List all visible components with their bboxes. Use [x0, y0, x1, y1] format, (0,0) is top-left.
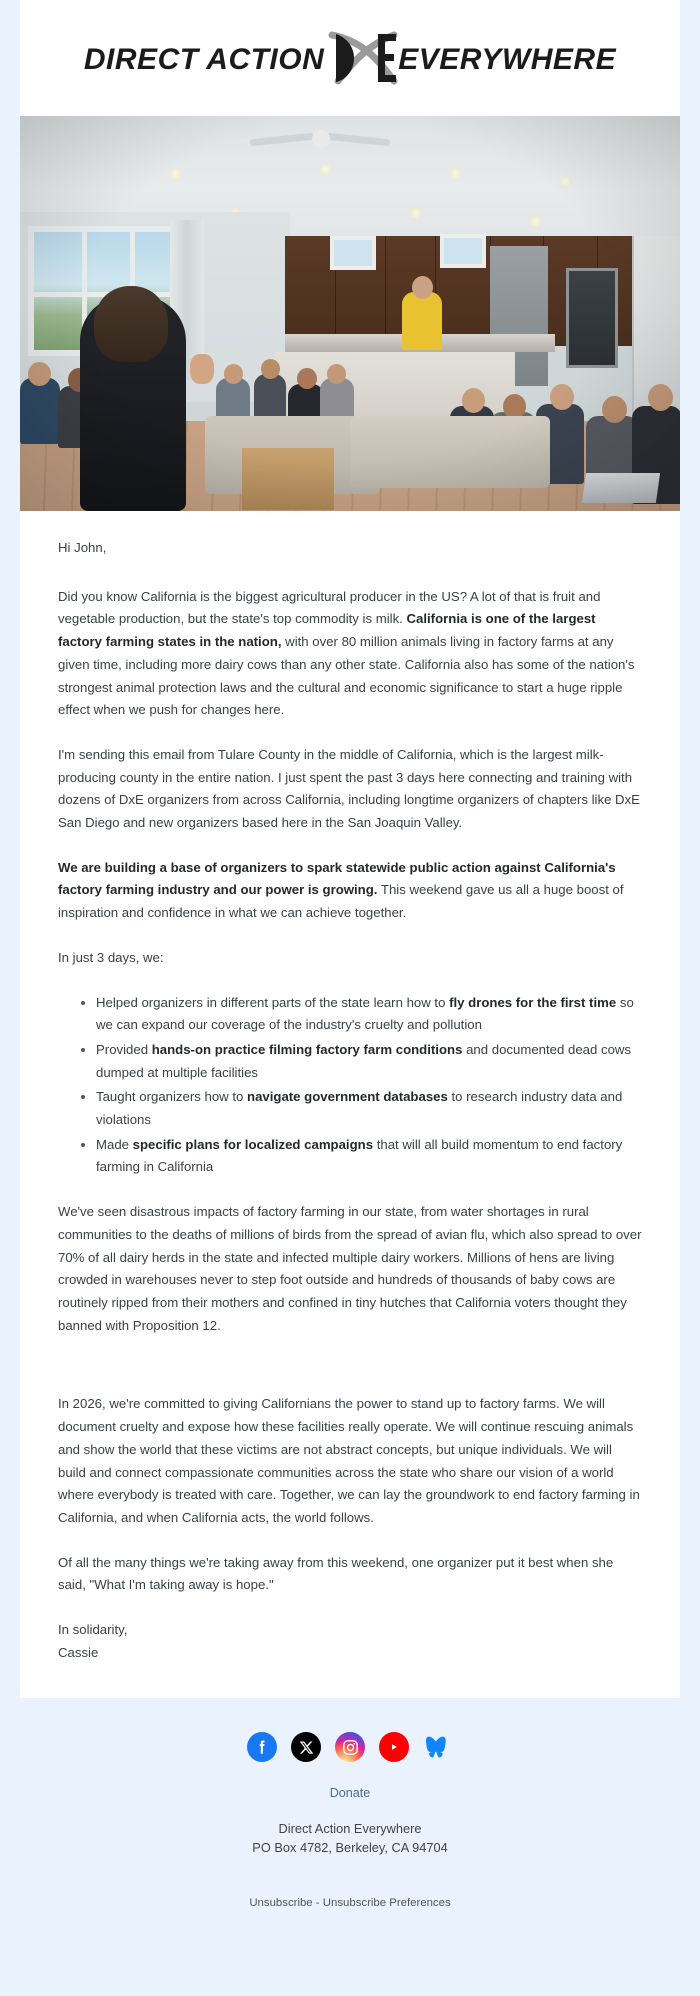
list-intro: In just 3 days, we: — [58, 949, 164, 965]
p1-part2: with over 80 million animals living in factory farms at any given time, including more dairy cows than any other state. California also has some of the nation's strongest animal protection laws and the cultural and economic significance to start a huge ripple effect when we push for changes here. — [58, 634, 635, 718]
li3-part2: to research industry data and violations — [96, 1089, 623, 1128]
p1-bold1: California is one of the largest factory farming states in the nation, — [58, 611, 596, 650]
organization-info — [0, 1820, 700, 1856]
signoff-line-1: In solidarity, — [58, 1622, 128, 1638]
social-links — [0, 1732, 700, 1762]
x-twitter-icon[interactable] — [291, 1732, 321, 1762]
li3-bold1: navigate government databases — [247, 1089, 448, 1105]
email-header — [20, 0, 680, 116]
youtube-icon[interactable] — [379, 1732, 409, 1762]
org-name: Direct Action Everywhere — [278, 1821, 422, 1837]
hero-image — [20, 116, 680, 511]
li4-bold1: specific plans for localized campaigns — [132, 1136, 374, 1152]
hero-photo — [20, 116, 680, 511]
paragraph-spacer — [58, 1359, 642, 1393]
unsubscribe-preferences-link[interactable]: Unsubscribe Preferences — [322, 1896, 451, 1909]
facebook-icon[interactable] — [247, 1732, 277, 1762]
li1-part2: so we can expand our coverage of the industry's cruelty and pollution — [96, 994, 634, 1033]
paragraph-4: We've seen disastrous impacts of factory farming in our state, from water shortages in rural communities to the deaths of millions of birds from the spread of avian flu, which also spread to over 70% of all dairy herds in the state and infected multiple dairy workers. Millions of hens are living crowded in warehouses never to step foot outside and hundreds of thousands of baby cows are routinely ripped from their mothers and confined in tiny hutches that California voters thought they banned with Proposition 12. — [58, 1204, 642, 1333]
list-item — [96, 1086, 642, 1131]
paragraph-1 — [58, 586, 642, 722]
dxe-logo[interactable] — [84, 34, 616, 86]
li2-part2: and documented dead cows dumped at multiple facilities — [96, 1041, 632, 1080]
li4-part2: that will all build momentum to end factory farming in California — [96, 1136, 623, 1175]
accomplishments-list — [58, 992, 642, 1180]
signoff-line-2: Cassie — [58, 1644, 99, 1660]
email-footer — [0, 1698, 700, 1938]
li4-part1: Made — [96, 1136, 133, 1152]
legal-links — [0, 1897, 700, 1917]
p3-bold1: We are building a base of organizers to spark statewide public action against California's factory farming industry and our power is growing. — [58, 859, 616, 898]
li3-part1: Taught organizers how to — [96, 1089, 248, 1105]
greeting: Hi John, — [58, 540, 107, 555]
li1-bold1: fly drones for the first time — [449, 994, 617, 1010]
paragraph-6: Of all the many things we're taking away from this weekend, one organizer put it best when she said, "What I'm taking away is hope." — [58, 1554, 614, 1593]
li2-part1: Provided — [96, 1041, 152, 1057]
email-body — [20, 511, 680, 1698]
li2-bold1: hands-on practice filming factory farm conditions — [151, 1041, 463, 1057]
paragraph-5: In 2026, we're committed to giving Californians the power to stand up to factory farms. We will document cruelty and expose how these facilities really operate. We will continue rescuing animals and show the world that these victims are not abstract concepts, but unique individuals. We will build and connect compassionate communities across the state who share our vision of a world where everybody is treated with care. Together, we can lay the groundwork to end factory farming in California, and when California acts, the world follows. — [58, 1396, 640, 1525]
paragraph-3 — [58, 857, 642, 925]
instagram-icon[interactable] — [335, 1732, 365, 1762]
signoff — [58, 1619, 642, 1664]
list-item — [96, 1039, 642, 1084]
donate-link[interactable]: Donate — [329, 1786, 371, 1801]
bluesky-icon[interactable] — [423, 1732, 453, 1762]
list-item — [96, 1134, 642, 1179]
org-address: PO Box 4782, Berkeley, CA 94704 — [252, 1839, 448, 1855]
p3-part2: This weekend gave us all a huge boost of inspiration and confidence in what we can achieve together. — [58, 882, 624, 921]
legal-separator: - — [312, 1896, 323, 1909]
logo-text-right: EVERYWHERE — [398, 43, 617, 76]
list-item — [96, 992, 642, 1037]
unsubscribe-link[interactable]: Unsubscribe — [249, 1896, 313, 1909]
logo-text-left: DIRECT ACTION — [83, 43, 325, 76]
li1-part1: Helped organizers in different parts of the state learn how to — [96, 994, 450, 1010]
dxe-monogram-icon — [318, 29, 404, 92]
paragraph-2: I'm sending this email from Tulare County in the middle of California, which is the largest milk-producing county in the entire nation. I just spent the past 3 days here connecting and training with dozens of DxE organizers from across California, including longtime organizers of chapters like DxE San Diego and new organizers based here in the San Joaquin Valley. — [58, 746, 640, 831]
p1-part1: Did you know California is the biggest agricultural producer in the US? A lot of that is fruit and vegetable production, but the state's top commodity is milk. — [58, 588, 601, 627]
